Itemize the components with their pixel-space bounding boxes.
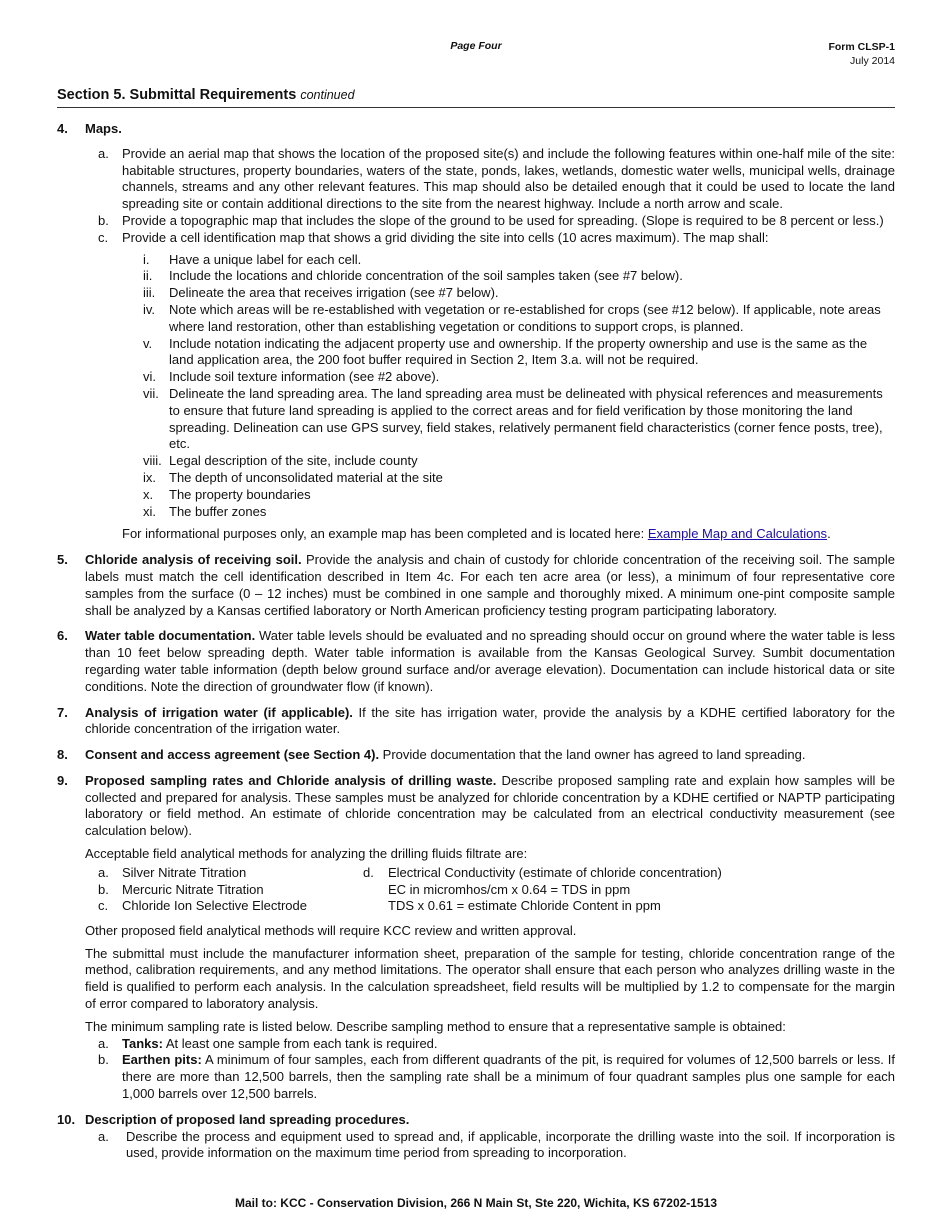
list-numeral: iv.	[143, 301, 156, 317]
item-irrigation-water	[57, 705, 895, 739]
item-text: Describe proposed sampling rate and explain how samples will be collected and prepared for analysis. These samples must be analyzed for chloride concentration by a KDHE certified or NAPTP participating laboratory or field method. An estimate of chloride concentration may be calculated from an electrical conductivity measurement (see calculation below).	[85, 772, 896, 839]
item-number: 4.	[57, 121, 68, 136]
subitem-letter: a.	[98, 1128, 109, 1144]
method-letter: d.	[363, 864, 374, 880]
item-text: Provide documentation that the land owner has agreed to land spreading.	[379, 747, 806, 763]
item-maps	[57, 121, 895, 543]
list-numeral: viii.	[143, 453, 162, 469]
subitem-letter: c.	[98, 229, 109, 245]
item-chloride-soil	[57, 552, 895, 619]
methods-list	[85, 865, 895, 917]
list-text: Include soil texture information (see #2 above).	[169, 369, 440, 385]
subitem-title: Earthen pits:	[122, 1052, 202, 1068]
method-text: Mercuric Nitrate Titration	[122, 881, 264, 897]
list-numeral: ix.	[143, 469, 156, 485]
submittal-paragraph: The submittal must include the manufacturer information sheet, preparation of the sample for testing, chloride concentration range of the method, calibration requirements, and any method limitations. The operator shall ensure that each person who analyzes drilling waste in the field is qualified to perform each analysis. In the calculation spreadsheet, field results will be multiplied by 1.2 to compensate for the margin of error compared to laboratory analysis.	[85, 945, 895, 1012]
subitem-letter: a.	[98, 1035, 109, 1051]
subitem-text: Provide a cell identification map that shows a grid dividing the site into cells (10 acres maximum). The map shall:	[122, 229, 769, 245]
item-sampling-rates	[57, 773, 895, 1103]
item-title: Maps.	[85, 121, 122, 136]
method-text: Electrical Conductivity (estimate of chloride concentration)	[388, 864, 722, 880]
sampling-earthen-pits	[85, 1052, 895, 1102]
list-numeral: x.	[143, 486, 154, 502]
subitem-process	[85, 1129, 895, 1163]
method-text: Silver Nitrate Titration	[122, 864, 247, 880]
section-title	[57, 87, 895, 108]
list-text: Legal description of the site, include county	[169, 453, 418, 469]
subitem-title: Tanks:	[122, 1035, 163, 1051]
subitem-letter: b.	[98, 212, 109, 228]
item-number: 10.	[57, 1111, 76, 1127]
list-item	[85, 252, 895, 269]
list-numeral: iii.	[143, 285, 156, 301]
list-item	[85, 504, 895, 521]
list-item	[85, 268, 895, 285]
other-methods-note: Other proposed field analytical methods will require KCC review and written approval.	[85, 922, 577, 938]
item-number: 6.	[57, 628, 68, 644]
roman-list	[85, 252, 895, 521]
item-title: Analysis of irrigation water (if applicable).	[85, 704, 353, 720]
list-item	[85, 470, 895, 487]
list-numeral: vi.	[143, 369, 156, 385]
item-title: Consent and access agreement (see Section 4).	[85, 747, 380, 763]
item-number: 7.	[57, 704, 68, 720]
document-body	[57, 121, 895, 1171]
form-info	[828, 40, 895, 68]
item-spreading-procedures	[57, 1112, 895, 1162]
method-text: Chloride Ion Selective Electrode	[122, 898, 307, 914]
list-item	[85, 336, 895, 370]
min-rate-intro: The minimum sampling rate is listed below. Describe sampling method to ensure that a representative sample is obtained:	[85, 1018, 786, 1034]
section-title-text: Section 5. Submittal Requirements	[57, 87, 297, 103]
subitem-text: At least one sample from each tank is required.	[162, 1035, 438, 1051]
method-letter: a.	[98, 864, 109, 880]
subitem-text: Describe the process and equipment used to spread and, if applicable, incorporate the drilling waste into the soil. If incorporation is used, provide information on the maximum time period from spreading to incorporation.	[126, 1128, 895, 1161]
list-item	[85, 302, 895, 336]
list-numeral: xi.	[143, 503, 156, 519]
item-number: 5.	[57, 552, 68, 568]
subitem-aerial-map	[85, 146, 895, 213]
list-text: The buffer zones	[169, 503, 267, 519]
method-item	[363, 865, 722, 882]
subitem-topographic-map	[85, 213, 895, 230]
page-label: Page Four	[450, 40, 502, 52]
method-formula: EC in micromhos/cm x 0.64 = TDS in ppm	[388, 881, 631, 897]
form-id: Form CLSP-1	[828, 41, 895, 53]
subitem-text: Provide a topographic map that includes the slope of the ground to be used for spreading. (Slope is required to be 8 percent or less.)	[122, 212, 884, 228]
item-title: Proposed sampling rates and Chloride analysis of drilling waste.	[85, 772, 497, 788]
example-map-note	[85, 526, 895, 543]
list-text: Note which areas will be re-established with vegetation or re-established for crops (see #12 below). If applicable, note areas where land restoration, other than establishing vegetation or conditions to support crops, is planned.	[169, 301, 881, 334]
list-item	[85, 453, 895, 470]
list-item	[85, 386, 895, 453]
mailing-address: Mail to: KCC - Conservation Division, 266 N Main St, Ste 220, Wichita, KS 67202-1513	[234, 1196, 718, 1210]
list-item	[85, 487, 895, 504]
list-text: Delineate the land spreading area. The land spreading area must be delineated with physical references and measurements to ensure that future land spreading is applied to the correct areas and for field verification by those monitoring the land spreading. Delineation can use GPS survey, field stakes, relatively permanent field characteristics (corner fence posts, tree), etc.	[169, 385, 883, 452]
example-map-link[interactable]: Example Map and Calculations	[647, 526, 828, 542]
item-consent	[57, 747, 895, 764]
method-item	[85, 882, 307, 899]
note-text: For informational purposes only, an example map has been completed and is located here:	[122, 526, 648, 542]
list-item	[85, 369, 895, 386]
list-numeral: i.	[143, 251, 150, 267]
subitem-cell-map	[85, 230, 895, 247]
item-text: Water table levels should be evaluated and no spreading should occur on ground where the water table is less than 10 feet below spreading depth. Water table information is available from the Kansas Geological Survey. Sumbit documentation regarding water table information (depth below ground surface and/or average elevation). Documentation can include historical data or site conditions. Note the direction of groundwater flow (if known).	[85, 628, 896, 694]
item-text: If the site has irrigation water, provide the analysis by a KDHE certified laboratory for the chloride concentration of the irrigation water.	[85, 704, 896, 737]
subitem-text: A minimum of four samples, each from different quadrants of the pit, is required for volumes of 12,500 barrels or less. If there are more than 12,500 barrels, then the sampling rate shall be a minimum of four quadrant samples plus one sample for each 1,000 barrels over 12,500 barrels.	[122, 1052, 895, 1102]
list-item	[85, 285, 895, 302]
sampling-tanks	[85, 1036, 895, 1053]
method-item	[85, 898, 307, 915]
item-number: 8.	[57, 747, 68, 763]
method-item	[85, 865, 307, 882]
methods-right-column	[363, 865, 722, 915]
list-numeral: v.	[143, 335, 153, 351]
item-title: Chloride analysis of receiving soil.	[85, 552, 302, 568]
method-letter: b.	[98, 881, 109, 897]
methods-intro: Acceptable field analytical methods for analyzing the drilling fluids filtrate are:	[85, 846, 528, 862]
subitem-text: Provide an aerial map that shows the location of the proposed site(s) and include the following features within one-half mile of the site: habitable structures, property boundaries, waters of the state, ponds, lakes, wetlands, domestic water wells, municipal wells, drainage channels, streams and any other relevant features. This map should also be detailed enough that it could be used to locate the land spreading site or contain additional directions to the site from the nearest highway. Include a north arrow and scale.	[122, 145, 895, 212]
list-text: Delineate the area that receives irrigation (see #7 below).	[169, 285, 499, 301]
item-text: Provide the analysis and chain of custody for chloride concentration of the receiving soil. The sample labels must match the cell identification described in Item 4c. For each ten acre area (or less), a minimum of four representative core samples from the surface (0 – 12 inches) must be combined in one sample and thoroughly mixed. A minimum one-pint composite sample shall be analyzed by a Kansas certified laboratory or North American proficiency testing program participating laboratory.	[85, 552, 895, 618]
list-text: The depth of unconsolidated material at the site	[169, 469, 443, 485]
subitem-letter: b.	[98, 1052, 109, 1068]
item-title: Description of proposed land spreading procedures.	[85, 1111, 410, 1127]
item-water-table	[57, 628, 895, 695]
form-date: July 2014	[850, 55, 895, 67]
method-formula: TDS x 0.61 = estimate Chloride Content in ppm	[388, 898, 661, 914]
method-letter: c.	[98, 898, 109, 914]
list-numeral: vii.	[143, 385, 159, 401]
item-number: 9.	[57, 772, 68, 788]
list-text: Include the locations and chloride concentration of the soil samples taken (see #7 below).	[169, 268, 683, 284]
item-title: Water table documentation.	[85, 628, 256, 644]
note-end: .	[827, 526, 831, 542]
section-continued: continued	[300, 88, 355, 102]
list-numeral: ii.	[143, 268, 153, 284]
methods-left-column	[85, 865, 307, 915]
list-text: Have a unique label for each cell.	[169, 251, 362, 267]
list-text: The property boundaries	[169, 486, 311, 502]
subitem-letter: a.	[98, 145, 109, 161]
list-text: Include notation indicating the adjacent property use and ownership. If the property ownership and use is the same as the land application area, the 200 foot buffer required in Section 2, Item 3.a. will not be required.	[169, 335, 868, 368]
